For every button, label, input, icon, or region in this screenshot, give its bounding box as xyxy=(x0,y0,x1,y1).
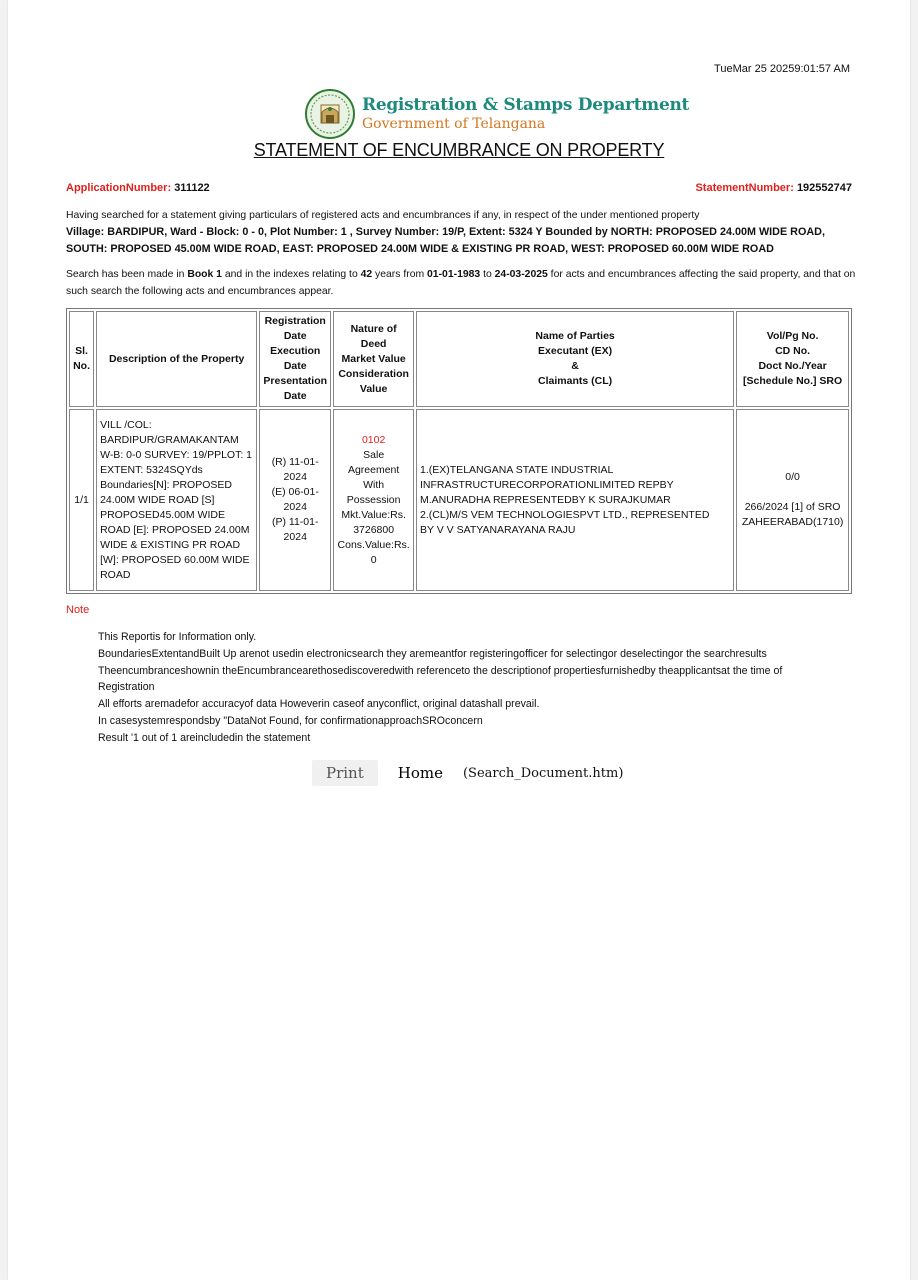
note-item: Theencumbranceshownin theEncumbrancearethosediscoveredwith referenceto the descriptionof propertiesfurnishedby theapplicantsat the time of Registration xyxy=(98,664,783,694)
cell-description: VILL /COL: BARDIPUR/GRAMAKANTAM W-B: 0-0 SURVEY: 19/PPLOT: 1 EXTENT: 5324SQYds Boundaries[N]: PROPOSED 24.00M WIDE ROAD [S] PROPOSED45.00M WIDE ROAD [E]: PROPOSED 24.00M WIDE & EXISTING PR ROAD [W]: PROPOSED 60.00M WIDE ROAD xyxy=(96,409,257,591)
cell-parties: 1.(EX)TELANGANA STATE INDUSTRIAL INFRASTRUCTURECORPORATIONLIMITED REPBY M.ANURADHA REPRESENTEDBY K SURAJKUMAR 2.(CL)M/S VEM TECHNOLOGIESPVT LTD., REPRESENTED BY V V SATYANARAYANA RAJU xyxy=(416,409,734,591)
deed-code: 0102 xyxy=(361,433,386,446)
note-item: BoundariesExtentandBuilt Up arenot usedin electronicsearch they aremeantfor registeringofficer for selectingor deselectingor the searchresults xyxy=(98,647,767,660)
property-description: Village: BARDIPUR, Ward - Block: 0 - 0, Plot Number: 1 , Survey Number: 19/P, Extent: 5324 Y Bounded by NORTH: PROPOSED 24.00M WIDE ROAD, SOUTH: PROPOSED 45.00M WIDE ROAD, EAST: PROPOSED 24.00M WIDE & EXISTING PR ROAD, WEST: PROPOSED 60.00M WIDE ROAD xyxy=(66,226,825,255)
col-header-parties: Name of Parties Executant (EX) & Claimants (CL) xyxy=(416,311,734,407)
dept-name: Registration & Stamps Department xyxy=(362,94,690,115)
search-text: to xyxy=(480,269,495,280)
note-item: All efforts aremadefor accuracyof data Howeverin caseof anyconflict, original datashall prevail. xyxy=(98,698,540,711)
notes-list xyxy=(98,629,838,747)
action-row xyxy=(312,760,623,786)
search-book: Book 1 xyxy=(187,269,222,280)
search-to-date: 24-03-2025 xyxy=(494,269,548,280)
search-years: 42 xyxy=(360,269,373,280)
note-item: Result '1 out of 1 areincludedin the statement xyxy=(98,731,311,744)
table-row xyxy=(69,409,849,591)
col-header-sl: Sl. No. xyxy=(69,311,94,407)
document-sheet xyxy=(8,0,910,1280)
col-header-nature: Nature of Deed Market Value Consideration Value xyxy=(333,311,414,407)
search-document-link[interactable]: (Search_Document.htm) xyxy=(462,765,624,781)
search-text: years from xyxy=(372,269,428,280)
table-header-row xyxy=(69,311,849,407)
encumbrance-table xyxy=(66,308,852,594)
col-header-reg-date: Registration Date Execution Date Presentation Date xyxy=(259,311,331,407)
intro-paragraph xyxy=(66,208,852,258)
note-item: In casesystemrespondsby "DataNot Found, for confirmationapproachSROconcern xyxy=(98,714,483,727)
cell-sl: 1/1 xyxy=(69,409,94,591)
header-logo xyxy=(304,88,689,140)
home-link[interactable]: Home xyxy=(397,764,443,782)
application-number-label: ApplicationNumber: xyxy=(66,182,172,194)
search-text: Search has been made in xyxy=(66,269,188,280)
cell-nature: 0102 Sale Agreement With Possession Mkt.Value:Rs. 3726800 Cons.Value:Rs. 0 xyxy=(333,409,414,591)
search-from-date: 01-01-1983 xyxy=(427,269,481,280)
note-label: Note xyxy=(66,604,90,616)
search-text: and in the indexes relating to xyxy=(221,269,361,280)
statement-number: 192552747 xyxy=(796,182,852,194)
telangana-emblem-icon xyxy=(304,88,356,140)
col-header-vol: Vol/Pg No. CD No. Doct No./Year [Schedule No.] SRO xyxy=(736,311,849,407)
govt-name: Government of Telangana xyxy=(362,115,546,132)
cell-dates: (R) 11-01-2024 (E) 06-01-2024 (P) 11-01-2024 xyxy=(259,409,331,591)
timestamp: TueMar 25 20259:01:57 AM xyxy=(714,63,850,75)
intro-line: Having searched for a statement giving particulars of registered acts and encumbrances if any, in respect of the under mentioned property xyxy=(66,210,700,221)
col-header-desc: Description of the Property xyxy=(96,311,257,407)
note-item: This Reportis for Information only. xyxy=(98,631,257,643)
cell-vol: 0/0 266/2024 [1] of SRO ZAHEERABAD(1710) xyxy=(736,409,849,591)
statement-number-label: StatementNumber: xyxy=(695,182,794,194)
search-text: for acts and encumbrances affecting the said property, and that on such search the following acts and encumbrances appear. xyxy=(66,269,856,297)
print-button[interactable]: Print xyxy=(312,760,378,786)
application-number: 311122 xyxy=(174,182,210,194)
search-paragraph xyxy=(66,266,856,300)
page-title: STATEMENT OF ENCUMBRANCE ON PROPERTY xyxy=(253,140,665,160)
